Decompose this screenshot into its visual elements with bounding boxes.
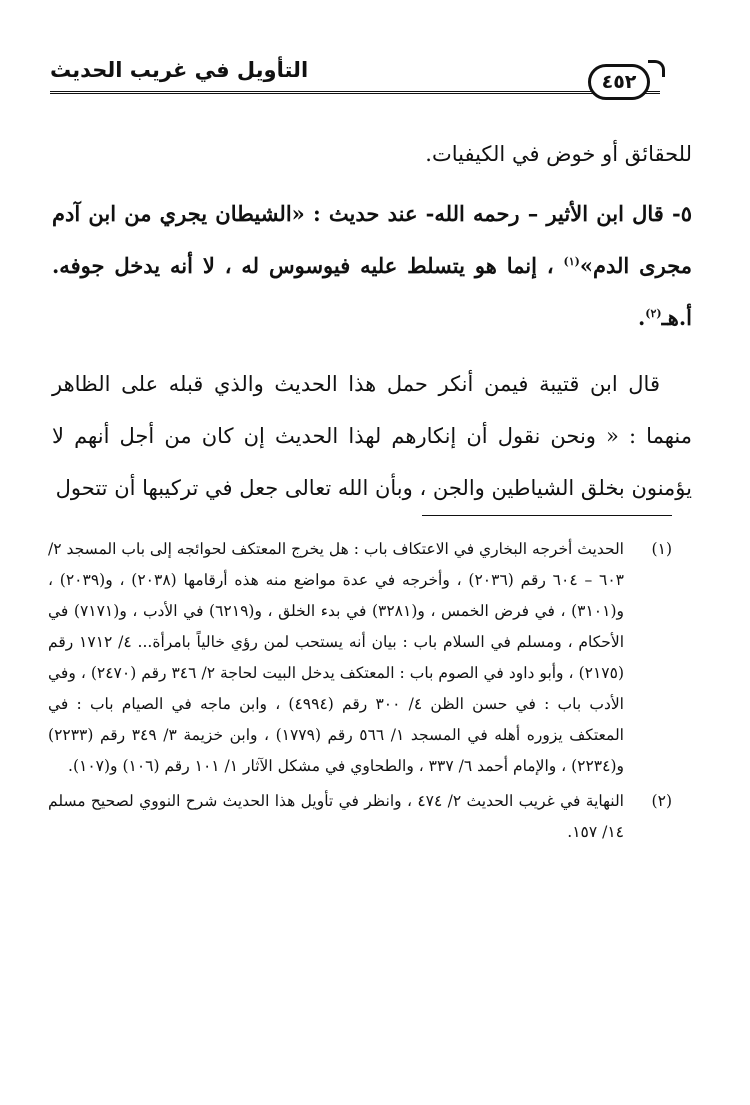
footnote-text: النهاية في غريب الحديث ٢/ ٤٧٤ ، وانظر في تأويل هذا الحديث شرح النووي لصحيح مسلم ١٤/ ١٥٧.: [48, 792, 624, 841]
paragraph-2-end: .: [637, 305, 646, 330]
footnote-separator: [422, 515, 672, 516]
page-number-badge: [588, 64, 650, 100]
paragraph-2: [52, 188, 692, 344]
footnote-number: (٢): [651, 792, 672, 810]
running-header-title: التأويل في غريب الحديث: [50, 58, 309, 82]
paragraph-2-rest: ، إنما هو يتسلط عليه فيوسوس له ، لا أنه يدخل جوفه. أ.هـ: [52, 253, 692, 330]
footnote: [48, 534, 678, 782]
footnote-number: (١): [651, 540, 672, 558]
page-number: ٤٥٢: [601, 71, 637, 93]
footnote-ref-2[interactable]: (٢): [645, 307, 662, 320]
paragraph-1: للحقائق أو خوض في الكيفيات.: [425, 142, 692, 166]
main-text: [52, 128, 692, 514]
paragraph-3: قال ابن قتيبة فيمن أنكر حمل هذا الحديث والذي قبله على الظاهر منهما : « ونحن نقول أن إنكارهم لهذا الحديث إن كان من أجل أنهم لا يؤمنون بخلق الشياطين والجن ، وبأن الله تعالى جعل في تركيبها أن تتحول: [52, 372, 692, 500]
paragraph-2-main: ٥- قال ابن الأثير – رحمه الله- عند حديث : «الشيطان يجري من ابن آدم مجرى الدم»: [52, 201, 692, 278]
footnotes: [48, 534, 678, 852]
page-number-ornament: [648, 60, 665, 77]
footnote-ref-1[interactable]: (١): [563, 255, 580, 268]
footnote-text: الحديث أخرجه البخاري في الاعتكاف باب : هل يخرج المعتكف لحوائجه إلى باب المسجد ٢/ ٦٠٣ – ٦٠٤ رقم (٢٠٣٦) ، وأخرجه في عدة مواضع منه هذه أرقامها (٢٠٣٨) ، و(٢٠٣٩) ، و(٣١٠١) ، في فرض الخمس ، و(٣٢٨١) في بدء الخلق ، و(٦٢١٩) في الأدب ، و(٧١٧١) في الأحكام ، ومسلم في السلام باب : بيان أنه يستحب لمن رؤي خالياً بامرأة... ٤/ ١٧١٢ رقم (٢١٧٥) ، وأبو داود في الصوم باب : المعتكف يدخل البيت لحاجة ٢/ ٣٤٦ رقم (٢٤٧٠) ، وفي الأدب باب : في حسن الظن ٤/ ٣٠٠ رقم (٤٩٩٤) ، وابن ماجه في الصيام باب : في المعتكف يزوره أهله في المسجد ١/ ٥٦٦ رقم (١٧٧٩) ، وابن خزيمة ٣/ ٣٤٩ رقم (٢٢٣٣) و(٢٢٣٤) ، والإمام أحمد ٦/ ٣٣٧ ، والطحاوي في مشكل الآثار ١/ ١٠١ رقم (١٠٦) و(١٠٧).: [48, 540, 624, 775]
header-rule: [50, 91, 660, 94]
footnote: [48, 786, 678, 848]
